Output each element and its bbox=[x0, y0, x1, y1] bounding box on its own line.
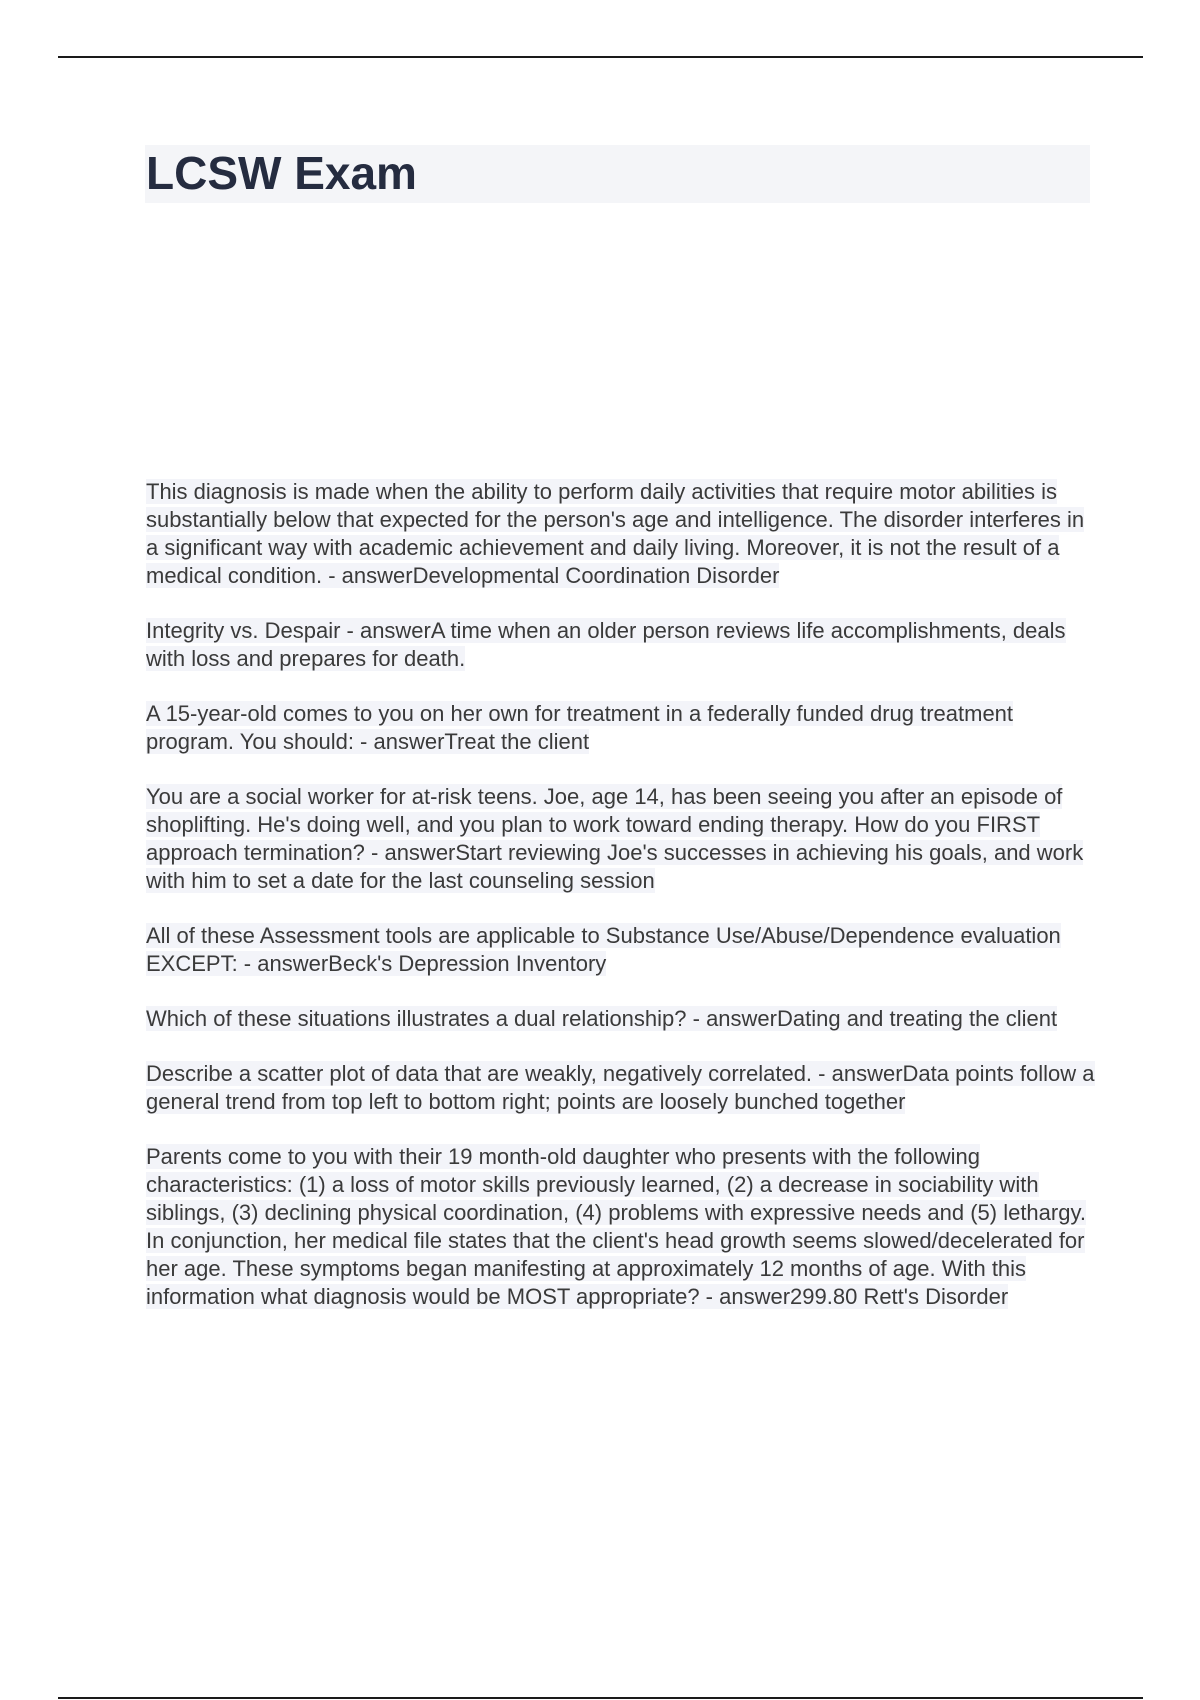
qa-item bbox=[146, 700, 1096, 756]
page-title: LCSW Exam bbox=[146, 147, 417, 199]
bottom-rule bbox=[58, 1697, 1143, 1699]
qa-item bbox=[146, 1143, 1096, 1311]
qa-item bbox=[146, 1005, 1096, 1033]
qa-item bbox=[146, 1060, 1096, 1116]
qa-item-text: All of these Assessment tools are applicable to Substance Use/Abuse/Dependence evaluation EXCEPT: - answerBeck's Depression Inventory bbox=[146, 923, 1061, 976]
qa-item bbox=[146, 478, 1096, 590]
qa-item-text: Integrity vs. Despair - answerA time when an older person reviews life accomplishments, deals with loss and prepares for death. bbox=[146, 618, 1066, 671]
qa-item-text: You are a social worker for at-risk teens. Joe, age 14, has been seeing you after an episode of shoplifting. He's doing well, and you plan to work toward ending therapy. How do you FIRST approach termination? - answerStart reviewing Joe's successes in achieving his goals, and work with him to set a date for the last counseling session bbox=[146, 784, 1084, 893]
qa-item bbox=[146, 617, 1096, 673]
qa-item-text: Describe a scatter plot of data that are weakly, negatively correlated. - answerData points follow a general trend from top left to bottom right; points are loosely bunched together bbox=[146, 1061, 1095, 1114]
top-rule bbox=[58, 56, 1143, 58]
qa-item bbox=[146, 922, 1096, 978]
qa-list bbox=[146, 478, 1096, 1338]
qa-item-text: Which of these situations illustrates a dual relationship? - answerDating and treating the client bbox=[146, 1006, 1058, 1031]
qa-item bbox=[146, 783, 1096, 895]
qa-item-text: Parents come to you with their 19 month-old daughter who presents with the following characteristics: (1) a loss of motor skills previously learned, (2) a decrease in sociability with siblings, (3) declining physical coordination, (4) problems with expressive needs and (5) lethargy. In conjunction, her medical file states that the client's head growth seems slowed/decelerated for her age. These symptoms began manifesting at approximately 12 months of age. With this information what diagnosis would be MOST appropriate? - answer299.80 Rett's Disorder bbox=[146, 1144, 1086, 1309]
qa-item-text: A 15-year-old comes to you on her own for treatment in a federally funded drug treatment program. You should: - answerTreat the client bbox=[146, 701, 1014, 754]
qa-item-text: This diagnosis is made when the ability to perform daily activities that require motor abilities is substantially below that expected for the person's age and intelligence. The disorder interferes in a significant way with academic achievement and daily living. Moreover, it is not the result of a medical condition. - answerDevelopmental Coordination Disorder bbox=[146, 479, 1085, 588]
